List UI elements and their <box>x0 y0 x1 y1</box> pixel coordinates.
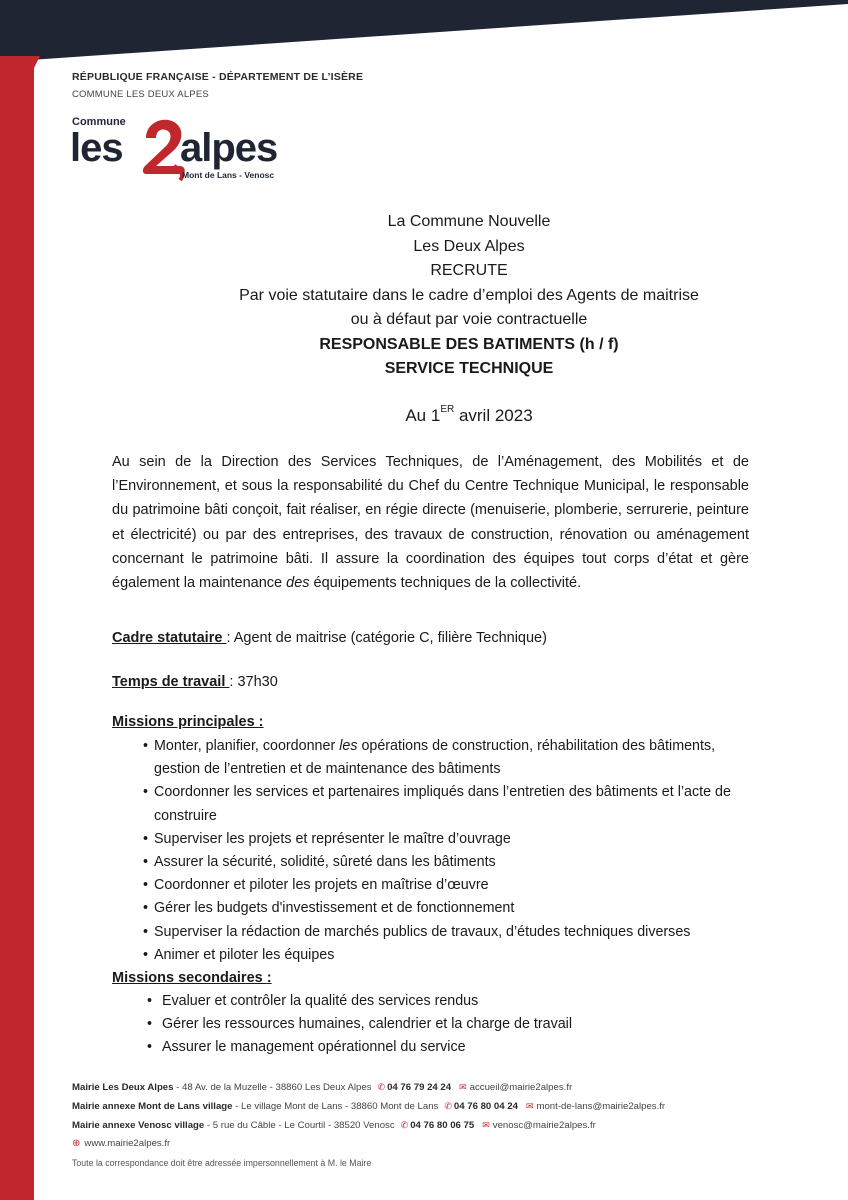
list-item: • Gérer les budgets d'investissement et de fonctionnement <box>140 897 760 920</box>
title-recrute: RECRUTE <box>430 262 508 279</box>
logo-alpes-text: alpes <box>180 126 278 170</box>
list-item: • Coordonner et piloter les projets en maîtrise d’œuvre <box>140 874 760 897</box>
footer-row-mont-de-lans <box>72 1097 772 1116</box>
title-les-deux-alpes: Les Deux Alpes <box>413 237 525 255</box>
mail-icon: ✉ <box>459 1082 467 1092</box>
temps-de-travail <box>112 674 278 690</box>
letterhead <box>72 71 363 100</box>
phone-icon: ✆ <box>400 1120 409 1130</box>
mail-icon: ✉ <box>482 1120 490 1130</box>
missions-secondaires-list <box>144 990 764 1060</box>
footer-address: - 48 Av. de la Muzelle - 38860 Les Deux Alpes <box>173 1082 372 1093</box>
list-item: • Evaluer et contrôler la qualité des services rendus <box>144 990 764 1013</box>
date-sup: ER <box>440 404 455 415</box>
logo-commune-text: Commune <box>72 116 126 128</box>
list-item: • Assurer la sécurité, solidité, sûreté dans les bâtiments <box>140 851 760 874</box>
footer-email[interactable]: mont-de-lans@mairie2alpes.fr <box>536 1101 666 1112</box>
cadre-value: Agent de maitrise (catégorie C, filière Technique) <box>233 630 547 646</box>
item-text: gestion de l’entretien et de maintenance des bâtiments <box>154 761 501 778</box>
start-date <box>112 406 826 426</box>
list-item <box>140 781 760 827</box>
globe-icon: ⊕ <box>72 1138 81 1149</box>
footer-phone: 04 76 80 06 75 <box>410 1120 475 1131</box>
commune-logo <box>70 112 290 184</box>
footer-email[interactable]: venosc@mairie2alpes.fr <box>492 1120 596 1131</box>
list-item: • Superviser la rédaction de marchés publics de travaux, d’études techniques diverses <box>140 921 760 944</box>
list-item: • Gérer les ressources humaines, calendrier et la charge de travail <box>144 1013 764 1036</box>
intro-text-1: Au sein de la Direction des Services Techniques, de l’Aménagement, des Mobilités et de l’Environnement, et sous la responsabilité du Chef du Centre Technique Municipal, le responsable du patrimoine bâti conçoit, fait réaliser, en régie directe (menuiserie, plomberie, serrurerie, peinture et électricité) ou par des entreprises, des travaux de construction, rénovation ou aménagement concernant le patrimoine bâti. Il assure la coordination des équipes tout corps d’état et gère également la maintenance <box>112 454 749 592</box>
header-commune: COMMUNE LES DEUX ALPES <box>72 89 209 100</box>
intro-paragraph <box>112 450 749 595</box>
logo-subtitle: Mont de Lans - Venosc <box>182 170 275 180</box>
phone-icon: ✆ <box>377 1082 386 1092</box>
missions-secondaires-sep: : <box>266 970 272 986</box>
footer-row-venosc <box>72 1116 772 1135</box>
header-republique: RÉPUBLIQUE FRANÇAISE - DÉPARTEMENT DE L’ISÈRE <box>72 71 364 83</box>
date-prefix: Au 1 <box>405 406 441 425</box>
cadre-label: Cadre statutaire <box>112 630 227 646</box>
footer-address: - 5 rue du Câble - Le Courtil - 38520 Venosc <box>204 1120 395 1131</box>
footer-name: Mairie annexe Venosc village <box>72 1120 205 1131</box>
title-voie-contractuelle: ou à défaut par voie contractuelle <box>350 311 588 328</box>
list-item: • Superviser les projets et représenter le maître d’ouvrage <box>140 828 760 851</box>
list-item: • Animer et piloter les équipes <box>140 944 760 967</box>
list-item <box>140 735 760 781</box>
footer-name: Mairie Les Deux Alpes <box>72 1082 174 1093</box>
missions-secondaires-label: Missions secondaires <box>112 970 267 986</box>
footer-name: Mairie annexe Mont de Lans village <box>72 1101 233 1112</box>
missions-principales-label: Missions principales <box>112 714 259 730</box>
item-text: construire <box>154 807 217 824</box>
footer-website-row <box>72 1135 772 1153</box>
footer-phone: 04 76 80 04 24 <box>453 1101 518 1112</box>
item-text: Monter, planifier, coordonner <box>154 738 340 754</box>
cadre-statutaire <box>112 630 547 646</box>
top-navy-band <box>0 0 848 60</box>
intro-text-2: équipements techniques de la collectivité. <box>309 575 582 592</box>
missions-principales-heading <box>112 714 264 730</box>
title-block <box>112 210 826 382</box>
footer <box>72 1078 772 1172</box>
item-italic: les <box>339 738 358 754</box>
title-voie-statutaire: Par voie statutaire dans le cadre d’emploi des Agents de maitrise <box>239 286 699 304</box>
item-text: Coordonner les services et partenaires impliqués dans l’entretien des bâtiments et l’acte de <box>154 784 731 801</box>
logo-les-text: les <box>70 126 123 170</box>
missions-principales-list <box>140 735 760 967</box>
title-commune-nouvelle: La Commune Nouvelle <box>387 213 551 230</box>
phone-icon: ✆ <box>444 1101 452 1111</box>
list-item: • Assurer le management opérationnel du service <box>144 1036 764 1059</box>
footer-phone: 04 76 79 24 24 <box>387 1082 452 1093</box>
footer-row-mairie <box>72 1078 772 1097</box>
temps-value: 37h30 <box>237 674 278 690</box>
footer-email[interactable]: accueil@mairie2alpes.fr <box>469 1082 573 1093</box>
temps-label: Temps de travail <box>112 674 230 690</box>
footer-address: - Le village Mont de Lans - 38860 Mont de Lans <box>232 1101 439 1112</box>
footer-website[interactable]: www.mairie2alpes.fr <box>84 1138 171 1149</box>
mail-icon: ✉ <box>525 1101 534 1111</box>
item-text: opérations de construction, réhabilitation des bâtiments, <box>357 738 716 754</box>
temps-sep: : <box>229 674 238 690</box>
missions-principales-sep: : <box>258 714 264 730</box>
missions-secondaires-heading <box>112 970 272 986</box>
date-suffix: avril 2023 <box>454 406 533 425</box>
service-title: SERVICE TECHNIQUE <box>384 360 554 377</box>
footer-note: Toute la correspondance doit être adressée impersonnellement à M. le Maire <box>72 1158 372 1168</box>
cadre-sep: : <box>226 630 234 646</box>
job-title: RESPONSABLE DES BATIMENTS (h / f) <box>319 335 619 353</box>
intro-italic: des <box>286 575 310 592</box>
